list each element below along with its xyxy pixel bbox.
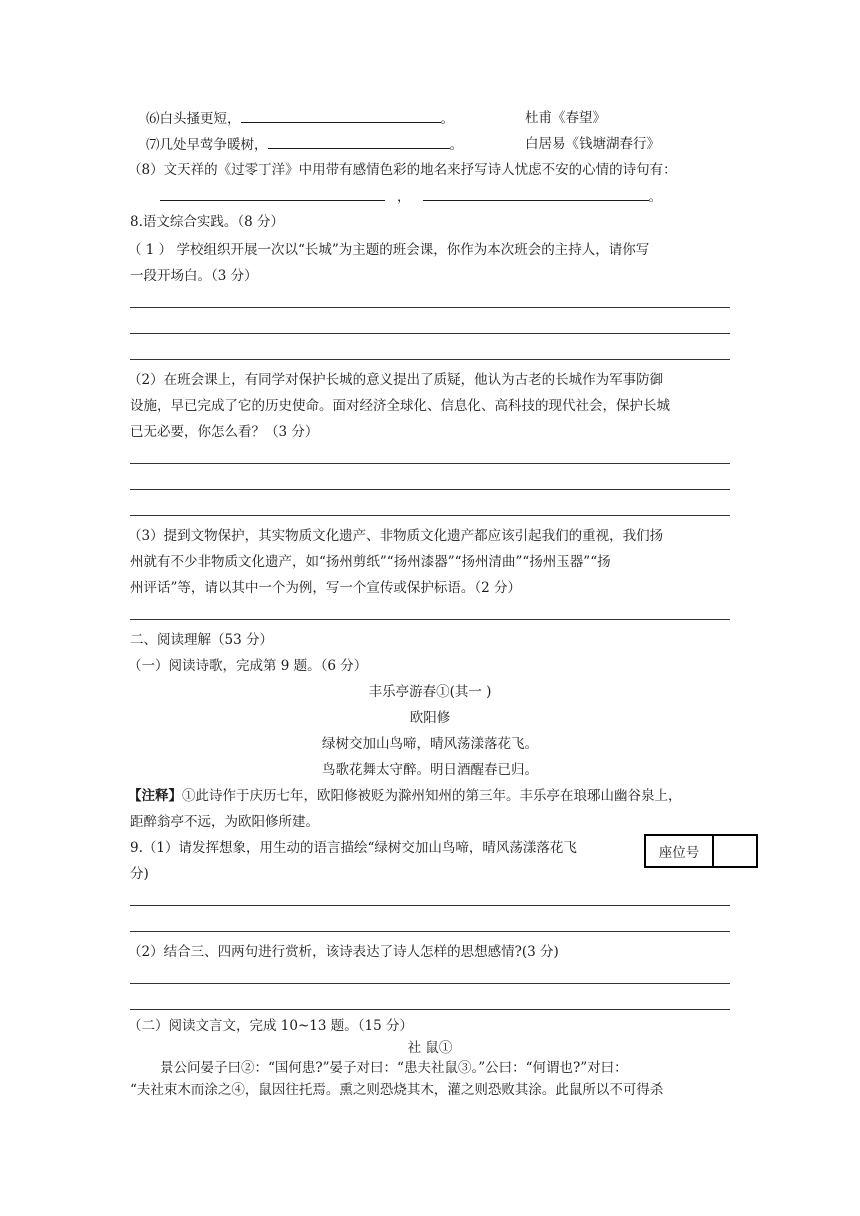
poem-q7-suffix: 。 xyxy=(449,137,463,153)
poem-author: 欧阳修 xyxy=(409,710,451,726)
seat-number-box xyxy=(644,834,758,868)
poem-q6-source: 杜甫《春望》 xyxy=(525,110,606,126)
q8-p2-line3: 已无必要，你怎么看？（3 分） xyxy=(130,424,319,440)
poem-line-1: 绿树交加山鸟啼，晴风荡漾落花飞。 xyxy=(322,736,538,752)
poem-q8-comma: ， xyxy=(397,189,411,205)
poem-q8-end: 。 xyxy=(648,189,662,205)
poem-q6-blank[interactable] xyxy=(241,108,441,123)
answer-line[interactable] xyxy=(130,983,730,984)
prose-line-1: 景公问晏子曰②：“国何患?”晏子对曰：“患夫社鼠③。”公曰：“何谓也?”对曰： xyxy=(160,1060,628,1076)
q8-p2-line1: （2）在班会课上，有同学对保护长城的意义提出了质疑，他认为古老的长城作为军事防御 xyxy=(128,372,664,388)
poem-q8-blank-1[interactable] xyxy=(160,186,385,201)
poem-line-2: 鸟歌花舞太守醉。明日酒醒春已归。 xyxy=(322,762,538,778)
seat-number-field[interactable] xyxy=(714,836,756,866)
q8-p1-line1: （ 1 ） 学校组织开展一次以“长城”为主题的班会课，你作为本次班会的主持人，请你写 xyxy=(128,242,650,258)
answer-line[interactable] xyxy=(130,489,730,490)
answer-line[interactable] xyxy=(130,359,730,360)
note-line-2: 距醉翁亭不远，为欧阳修所建。 xyxy=(130,814,319,830)
q9-line2: 分) xyxy=(130,866,149,882)
poem-q8-text: （8）文天祥的《过零丁洋》中用带有感情色彩的地名来抒写诗人忧虑不安的心情的诗句有： xyxy=(128,162,677,178)
poem-q7 xyxy=(146,134,463,155)
poem-q7-source: 白居易《钱塘湖春行》 xyxy=(525,136,660,152)
answer-line[interactable] xyxy=(130,931,730,932)
poem-q6 xyxy=(146,108,454,129)
q8-title: 8.语文综合实践。（8 分） xyxy=(130,214,285,230)
prose-line-2: “夫社束木而涂之④，鼠因往托焉。熏之则恐烧其木，灌之则恐败其涂。此鼠所以不可得杀 xyxy=(130,1082,664,1098)
q9-line1: 9.（1）请发挥想象，用生动的语言描绘“绿树交加山鸟啼，晴风荡漾落花飞 xyxy=(130,840,577,856)
q8-p3-line3: 州评话”等，请以其中一个为例，写一个宣传或保护标语。（2 分） xyxy=(130,580,522,596)
q8-p3-line1: （3）提到文物保护，其实物质文化遗产、非物质文化遗产都应该引起我们的重视，我们扬 xyxy=(128,528,664,544)
note-line-1 xyxy=(128,786,682,806)
answer-line[interactable] xyxy=(130,905,730,906)
poem-q8-answers xyxy=(160,186,662,207)
poem-q8-blank-2[interactable] xyxy=(423,186,649,201)
poem-title: 丰乐亭游春①(其一 ) xyxy=(368,684,492,700)
seat-number-label: 座位号 xyxy=(646,836,714,866)
q8-p3-line2: 州就有不少非物质文化遗产，如“扬州剪纸”“扬州漆器”“扬州清曲”“扬州玉器”“扬 xyxy=(130,554,611,570)
answer-line[interactable] xyxy=(130,619,730,620)
note-label: 【注释】 xyxy=(128,788,182,804)
answer-line[interactable] xyxy=(130,1009,730,1010)
reading-sub1: （一）阅读诗歌，完成第 9 题。（6 分） xyxy=(128,658,368,674)
reading-sub2: （二）阅读文言文，完成 10~13 题。（15 分） xyxy=(128,1018,413,1034)
poem-q7-prefix: ⑺几处早莺争暖树， xyxy=(146,137,268,153)
answer-line[interactable] xyxy=(130,333,730,334)
q8-p1-line2: 一段开场白。（3 分） xyxy=(130,268,258,284)
answer-line[interactable] xyxy=(130,515,730,516)
poem-q7-blank[interactable] xyxy=(268,134,450,149)
note-text: ①此诗作于庆历七年，欧阳修被贬为滁州知州的第三年。丰乐亭在琅琊山幽谷泉上， xyxy=(182,788,682,804)
reading-title: 二、阅读理解（53 分） xyxy=(130,632,273,648)
poem-q6-suffix: 。 xyxy=(440,111,454,127)
q8-p2-line2: 设施，早已完成了它的历史使命。面对经济全球化、信息化、高科技的现代社会，保护长城 xyxy=(130,398,670,414)
poem-q6-prefix: ⑹白头搔更短， xyxy=(146,111,241,127)
q9-2: （2）结合三、四两句进行赏析，该诗表达了诗人怎样的思想感情?(3 分) xyxy=(128,944,559,960)
prose-title: 社 鼠① xyxy=(407,1040,453,1056)
answer-line[interactable] xyxy=(130,463,730,464)
answer-line[interactable] xyxy=(130,307,730,308)
